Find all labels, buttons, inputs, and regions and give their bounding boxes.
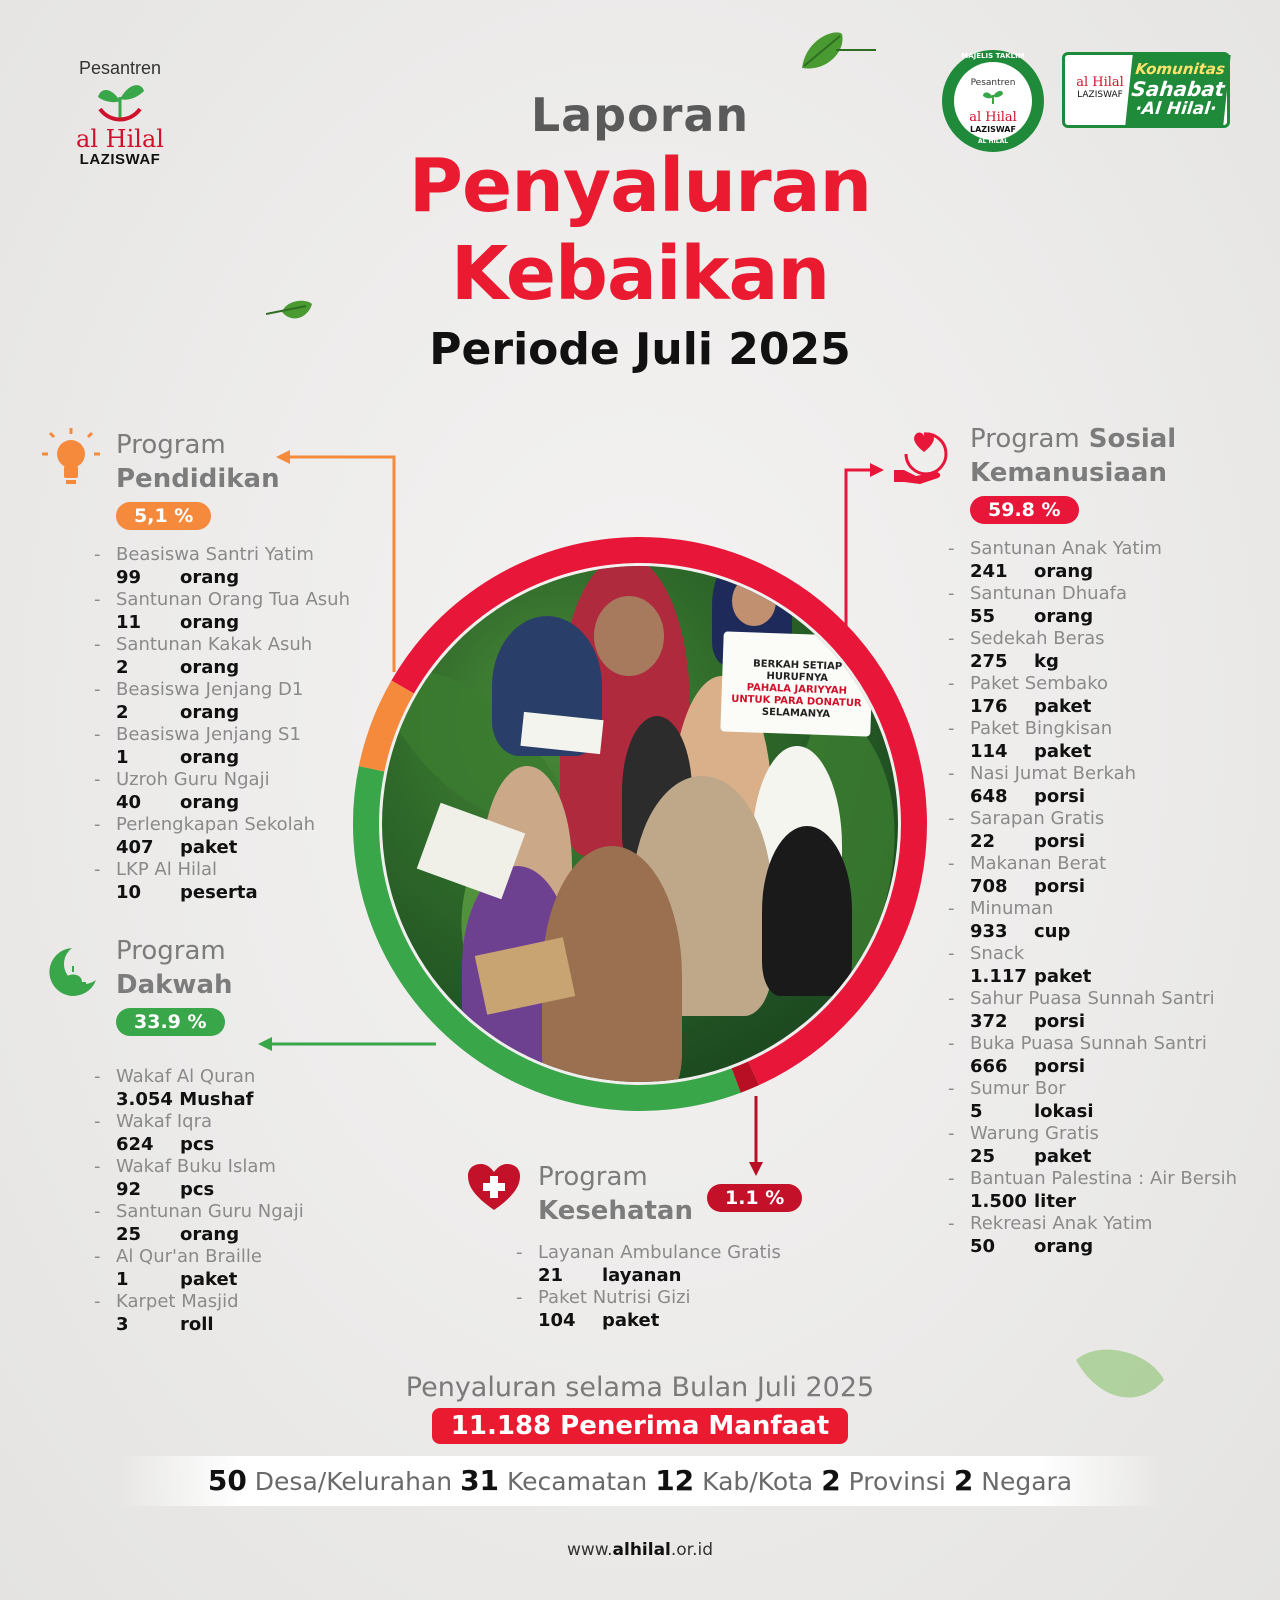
item-name: - Snack — [970, 943, 1025, 964]
item-unit: orang — [180, 791, 240, 813]
item-value-row — [538, 1310, 856, 1333]
section-pendidikan — [116, 428, 396, 530]
website-pre: www. — [566, 1540, 613, 1560]
item-name: - Karpet Masjid — [116, 1291, 239, 1312]
item-unit: orang — [180, 1223, 240, 1245]
pendidikan-title-2: Pendidikan — [116, 464, 280, 494]
logo-brand-text: al Hilal — [76, 125, 164, 153]
item-name: - Santunan Dhuafa — [970, 583, 1127, 604]
item-unit: paket — [1034, 1145, 1092, 1167]
stat-number: 2 — [821, 1464, 841, 1497]
arrow-head-dakwah-icon — [258, 1037, 272, 1051]
item-value: 176 — [970, 695, 1008, 717]
item-value: 99 — [116, 566, 142, 588]
hand-heart-icon — [890, 420, 956, 490]
item-name: - Beasiswa Santri Yatim — [116, 544, 314, 565]
item-value: 114 — [970, 740, 1008, 762]
item-unit: orang — [180, 656, 240, 678]
list-item — [94, 634, 384, 679]
list-item — [948, 1078, 1248, 1123]
item-name: - Layanan Ambulance Gratis — [538, 1242, 781, 1263]
pendidikan-list — [94, 544, 384, 904]
pendidikan-title-1: Program — [116, 430, 226, 460]
komunitas-line1: Komunitas — [1134, 60, 1226, 78]
item-value: 2 — [116, 701, 129, 723]
badge-ring-text: MAJELIS TAKLIM — [961, 52, 1025, 60]
kesehatan-list — [516, 1242, 856, 1332]
list-item — [94, 589, 384, 634]
list-item — [948, 583, 1248, 628]
website-post: .or.id — [670, 1540, 714, 1560]
item-name: - Santunan Kakak Asuh — [116, 634, 313, 655]
stat-label: Desa/Kelurahan — [254, 1467, 453, 1496]
item-name: - Makanan Berat — [970, 853, 1107, 874]
title-kebaikan: Kebaikan — [450, 231, 830, 317]
item-unit: kg — [1034, 650, 1059, 672]
item-unit: paket — [1034, 965, 1092, 987]
item-value: 1.117 — [970, 965, 1027, 987]
item-name: - Bantuan Palestina : Air Bersih — [970, 1168, 1237, 1189]
item-value: 1 — [116, 746, 129, 768]
sosial-percent-badge: 59.8 % — [970, 496, 1079, 524]
pendidikan-percent-badge: 5,1 % — [116, 502, 211, 530]
item-value: 407 — [116, 836, 154, 858]
item-name: - Beasiswa Jenjang S1 — [116, 724, 301, 745]
item-name: - Al Qur'an Braille — [116, 1246, 262, 1267]
badge-sub-text: LAZISWAF — [970, 125, 1016, 134]
badge-top-text: Pesantren — [970, 78, 1016, 88]
item-unit: cup — [1034, 920, 1071, 942]
item-value: 21 — [538, 1264, 564, 1286]
item-value-row — [970, 696, 1248, 719]
item-value: 22 — [970, 830, 996, 852]
list-item — [948, 853, 1248, 898]
item-value-row — [970, 1191, 1248, 1214]
list-item — [948, 1033, 1248, 1078]
logo-sub-text: LAZISWAF — [79, 151, 161, 168]
komunitas-line2: Sahabat — [1130, 77, 1226, 101]
footer-subtitle: Penyaluran selama Bulan Juli 2025 — [405, 1372, 875, 1403]
arrow-sosial — [846, 470, 872, 626]
item-value-row — [116, 837, 384, 860]
komunitas-brand-text: al Hilal — [1076, 75, 1124, 90]
item-value-row — [970, 1056, 1248, 1079]
item-unit: porsi — [1034, 830, 1086, 852]
list-item — [94, 679, 384, 724]
item-value-row — [116, 1224, 384, 1247]
website-bold: alhilal — [612, 1540, 671, 1560]
list-item — [516, 1242, 856, 1287]
coverage-stats-bar — [116, 1456, 1164, 1506]
item-value-row — [970, 1011, 1248, 1034]
list-item — [94, 1111, 384, 1156]
title-periode: Periode Juli 2025 — [429, 324, 851, 375]
item-value: 933 — [970, 920, 1008, 942]
item-value: 241 — [970, 560, 1008, 582]
item-unit: porsi — [1034, 875, 1086, 897]
item-value: 624 — [116, 1133, 154, 1155]
item-value: 372 — [970, 1010, 1008, 1032]
list-item — [948, 943, 1248, 988]
item-value: 1.500 — [970, 1190, 1027, 1212]
photo-sign-l2: HURUFNYA — [766, 670, 829, 685]
badge-bottom-text: AL HILAL — [977, 138, 1009, 145]
title-laporan: Laporan — [530, 88, 750, 142]
item-unit: lokasi — [1034, 1100, 1094, 1122]
list-item — [94, 1201, 384, 1246]
list-item — [948, 673, 1248, 718]
item-value: 275 — [970, 650, 1008, 672]
list-item — [948, 1168, 1248, 1213]
item-value-row — [116, 882, 384, 905]
sosial-title-2: Kemanusiaan — [970, 458, 1167, 488]
item-value: 25 — [116, 1223, 142, 1245]
item-unit: orang — [1034, 1235, 1094, 1257]
kesehatan-title-2: Kesehatan — [538, 1196, 693, 1226]
sosial-title-1: Program — [970, 424, 1080, 454]
item-name: - Uzroh Guru Ngaji — [116, 769, 270, 790]
item-value-row — [970, 831, 1248, 854]
list-item — [94, 1291, 384, 1336]
item-value-row — [970, 1236, 1248, 1259]
logo-top-text: Pesantren — [78, 58, 162, 78]
item-unit: peserta — [180, 881, 258, 903]
item-name: - Minuman — [970, 898, 1054, 919]
item-value-row — [970, 606, 1248, 629]
item-name: - Wakaf Iqra — [116, 1111, 213, 1132]
kesehatan-percent-badge: 1.1 % — [707, 1184, 802, 1212]
item-value-row — [116, 702, 384, 725]
item-value-row — [116, 567, 384, 590]
list-item — [94, 544, 384, 589]
list-item — [948, 988, 1248, 1033]
komunitas-line3: ·Al Hilal· — [1134, 99, 1218, 119]
item-value: 55 — [970, 605, 996, 627]
list-item — [948, 898, 1248, 943]
item-unit: paket — [180, 836, 238, 858]
dakwah-percent-badge: 33.9 % — [116, 1008, 225, 1036]
item-value-row — [538, 1265, 856, 1288]
item-name: - Wakaf Buku Islam — [116, 1156, 276, 1177]
item-value-row — [970, 741, 1248, 764]
dakwah-title-2: Dakwah — [116, 970, 233, 1000]
item-unit: pcs — [180, 1178, 215, 1200]
item-unit: porsi — [1034, 1010, 1086, 1032]
item-value: 40 — [116, 791, 142, 813]
item-value: 3.054 Mushaf — [116, 1088, 254, 1110]
list-item — [94, 814, 384, 859]
list-item — [948, 628, 1248, 673]
item-value: 11 — [116, 611, 142, 633]
item-value: 10 — [116, 881, 142, 903]
item-value-row — [116, 1314, 384, 1337]
photo-sign-l5: SELAMANYA — [761, 706, 831, 721]
item-value-row — [116, 1269, 384, 1292]
sosial-list — [948, 538, 1248, 1258]
dakwah-title-1: Program — [116, 936, 226, 966]
item-value-row — [970, 966, 1248, 989]
list-item — [516, 1287, 856, 1332]
item-value: 104 — [538, 1309, 576, 1331]
section-sosial — [970, 422, 1270, 524]
item-value-row — [116, 1179, 384, 1202]
list-item — [94, 1156, 384, 1201]
item-value: 648 — [970, 785, 1008, 807]
item-name: - Rekreasi Anak Yatim — [970, 1213, 1153, 1234]
item-name: - Santunan Anak Yatim — [970, 538, 1162, 559]
stat-number: 50 — [207, 1464, 247, 1497]
heart-plus-icon — [466, 1162, 522, 1212]
list-item — [948, 808, 1248, 853]
section-dakwah — [116, 934, 396, 1036]
item-name: - Wakaf Al Quran — [116, 1066, 256, 1087]
item-value: 25 — [970, 1145, 996, 1167]
item-unit: orang — [180, 701, 240, 723]
kesehatan-title-1: Program — [538, 1162, 648, 1192]
website-url[interactable] — [440, 1540, 840, 1560]
item-value-row — [970, 786, 1248, 809]
title-penyaluran: Penyaluran — [408, 143, 872, 229]
list-item — [948, 1123, 1248, 1168]
photo-sign-l1: BERKAH SETIAP — [752, 658, 843, 673]
item-unit: paket — [1034, 740, 1092, 762]
item-name: - Nasi Jumat Berkah — [970, 763, 1137, 784]
item-name: - Sumur Bor — [970, 1078, 1066, 1099]
stat-number: 2 — [953, 1464, 974, 1497]
list-item — [948, 718, 1248, 763]
item-name: - Beasiswa Jenjang D1 — [116, 679, 304, 700]
stat-label: Kab/Kota — [702, 1467, 814, 1496]
list-item — [948, 1213, 1248, 1258]
item-name: - Sahur Puasa Sunnah Santri — [970, 988, 1215, 1009]
item-unit: paket — [1034, 695, 1092, 717]
item-unit: orang — [180, 746, 240, 768]
item-value: 666 — [970, 1055, 1008, 1077]
list-item — [94, 724, 384, 769]
item-value-row — [116, 747, 384, 770]
item-value: 92 — [116, 1178, 142, 1200]
stat-label: Kecamatan — [507, 1467, 648, 1496]
badge-brand-text: al Hilal — [969, 110, 1017, 125]
list-item — [948, 538, 1248, 583]
section-kesehatan — [538, 1160, 898, 1228]
item-value-row — [970, 1146, 1248, 1169]
item-value: 50 — [970, 1235, 996, 1257]
stat-number: 31 — [460, 1464, 500, 1497]
item-value: 708 — [970, 875, 1008, 897]
item-unit: paket — [180, 1268, 238, 1290]
item-name: - Paket Sembako — [970, 673, 1108, 694]
stat-label: Provinsi — [848, 1467, 946, 1496]
item-unit: orang — [1034, 560, 1094, 582]
item-unit: orang — [180, 611, 240, 633]
item-value-row — [970, 921, 1248, 944]
total-beneficiaries-badge: 11.188 Penerima Manfaat — [432, 1408, 848, 1444]
stat-label: Negara — [981, 1467, 1073, 1496]
item-value-row — [116, 792, 384, 815]
item-name: - Paket Nutrisi Gizi — [538, 1287, 691, 1308]
item-name: - Santunan Guru Ngaji — [116, 1201, 304, 1222]
item-name: - Paket Bingkisan — [970, 718, 1113, 739]
item-name: - LKP Al Hilal — [116, 859, 218, 880]
list-item — [94, 1066, 384, 1111]
item-value-row — [970, 651, 1248, 674]
item-value-row — [116, 1089, 384, 1112]
item-name: - Sarapan Gratis — [970, 808, 1105, 829]
list-item — [94, 859, 384, 904]
komunitas-sub-text: LAZISWAF — [1077, 90, 1123, 100]
item-value-row — [970, 561, 1248, 584]
list-item — [948, 763, 1248, 808]
item-unit: paket — [602, 1309, 660, 1331]
item-unit: liter — [1034, 1190, 1077, 1212]
item-unit: layanan — [602, 1264, 682, 1286]
item-unit: porsi — [1034, 785, 1086, 807]
item-unit: pcs — [180, 1133, 215, 1155]
mosque-crescent-icon — [42, 944, 100, 998]
item-value: 5 — [970, 1100, 983, 1122]
stat-number: 12 — [655, 1464, 695, 1497]
item-value: 3 — [116, 1313, 129, 1335]
item-unit: porsi — [1034, 1055, 1086, 1077]
item-value-row — [116, 1134, 384, 1157]
item-name: - Warung Gratis — [970, 1123, 1099, 1144]
item-unit: orang — [180, 566, 240, 588]
item-name: - Santunan Orang Tua Asuh — [116, 589, 350, 610]
list-item — [94, 1246, 384, 1291]
photo-sign-l3: PAHALA JARIYYAH — [746, 682, 848, 697]
item-name: - Perlengkapan Sekolah — [116, 814, 316, 835]
item-value-row — [970, 876, 1248, 899]
item-value-row — [116, 657, 384, 680]
list-item — [94, 769, 384, 814]
dakwah-list — [94, 1066, 384, 1336]
item-value-row — [116, 612, 384, 635]
item-unit: orang — [1034, 605, 1094, 627]
item-name: - Buka Puasa Sunnah Santri — [970, 1033, 1207, 1054]
sosial-title-1b: Sosial — [1088, 424, 1177, 454]
photo-sign-l4: UNTUK PARA DONATUR — [730, 693, 862, 710]
arrow-head-sosial-icon — [870, 463, 884, 477]
item-value: 1 — [116, 1268, 129, 1290]
item-value: 2 — [116, 656, 129, 678]
lightbulb-icon — [40, 426, 102, 490]
item-value-row — [970, 1101, 1248, 1124]
item-name: - Sedekah Beras — [970, 628, 1105, 649]
item-unit: roll — [180, 1313, 214, 1335]
